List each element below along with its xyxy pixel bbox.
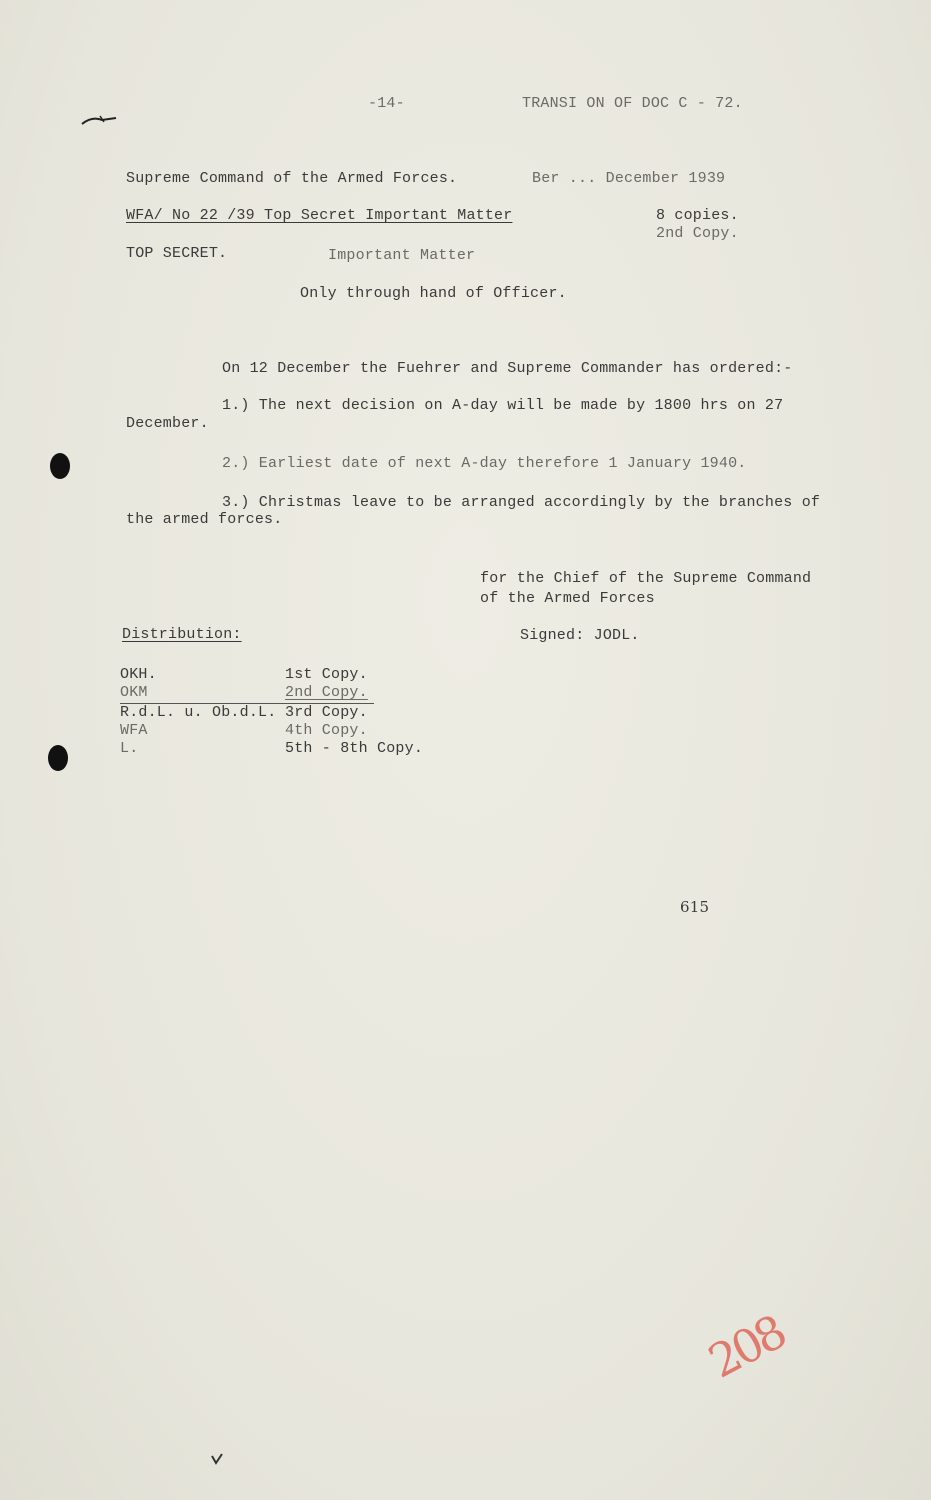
binder-hole-top: [50, 453, 70, 479]
signature-line-2: of the Armed Forces: [480, 590, 655, 607]
pencil-mark-icon: [80, 110, 120, 130]
order-item-3-line-1: 3.) Christmas leave to be arranged accordingly by the branches of: [222, 494, 821, 511]
issuer: Supreme Command of the Armed Forces.: [126, 170, 458, 187]
distribution-row-to: WFA: [120, 722, 148, 739]
distribution-title: Distribution:: [122, 626, 242, 643]
binder-hole-bottom: [48, 745, 68, 771]
classification: TOP SECRET.: [126, 245, 228, 262]
distribution-row-copy: 3rd Copy.: [285, 704, 368, 721]
reference-line: WFA/ No 22 /39 Top Secret Important Matter: [126, 207, 513, 224]
importance: Important Matter: [328, 247, 476, 264]
document-date: Ber ... December 1939: [532, 170, 726, 187]
order-item-1-line-1: 1.) The next decision on A-day will be made by 1800 hrs on 27: [222, 397, 784, 414]
handwritten-number: 208: [699, 1305, 793, 1389]
distribution-row-copy: 4th Copy.: [285, 722, 368, 739]
page-number: -14-: [368, 95, 405, 112]
stamp-number: 615: [680, 898, 710, 916]
order-item-2: 2.) Earliest date of next A-day therefore 1 January 1940.: [222, 455, 747, 472]
distribution-row-copy: 5th - 8th Copy.: [285, 740, 424, 757]
copies-count: 8 copies.: [656, 207, 739, 224]
signature-line-1: for the Chief of the Supreme Command: [480, 570, 812, 587]
order-item-1-line-2: December.: [126, 415, 209, 432]
order-item-3-line-2: the armed forces.: [126, 511, 283, 528]
distribution-row-to: L.: [120, 740, 139, 757]
distribution-row-to: R.d.L. u. Ob.d.L.: [120, 704, 277, 721]
distribution-row-to: OKH.: [120, 666, 157, 683]
copy-number: 2nd Copy.: [656, 225, 739, 242]
translation-reference: TRANSI ON OF DOC C - 72.: [522, 95, 743, 112]
pencil-tick-icon: [210, 1452, 224, 1466]
distribution-row-copy: 2nd Copy.: [285, 684, 368, 701]
distribution-row-to: OKM: [120, 684, 148, 701]
handling-instruction: Only through hand of Officer.: [300, 285, 567, 302]
order-intro: On 12 December the Fuehrer and Supreme Commander has ordered:-: [222, 360, 793, 377]
distribution-row-copy: 1st Copy.: [285, 666, 368, 683]
signed-by: Signed: JODL.: [520, 627, 640, 644]
